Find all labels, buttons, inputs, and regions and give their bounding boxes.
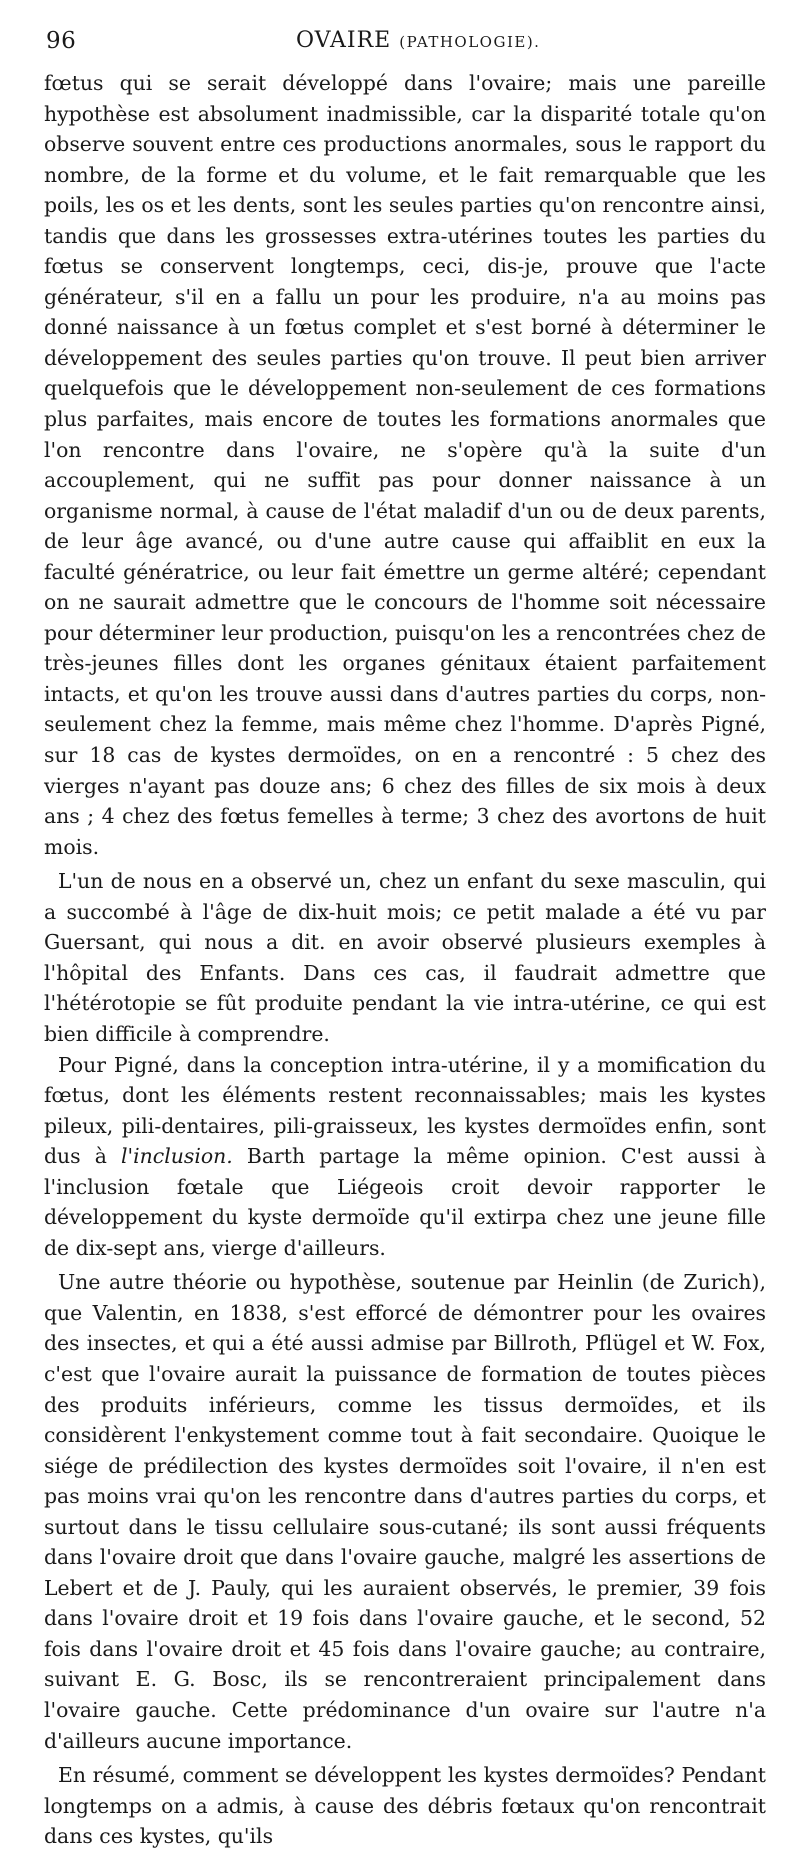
paragraph: En résumé, comment se développent les kystes dermoïdes? Pendant longtemps on a admis, à cause des débris fœtaux qu'on rencontrait dans ces kystes, qu'ils [44,1763,766,1849]
page-header [44,28,766,68]
paragraph: L'un de nous en a observé un, chez un enfant du sexe masculin, qui a succombé à l'âge de dix-huit mois; ce petit malade a été vu par Guersant, qui nous a dit. en avoir observé plusieurs exemples à l'hôpital des Enfants. Dans ces cas, il faudrait admettre que l'hétérotopie se fût produite pendant la vie intra-utérine, ce qui est bien difficile à comprendre. [44,869,766,1046]
paragraph-text: Pour Pigné, dans la conception intra-utérine, il y a momification du fœtus, dont les éléments restent reconnaissables; mais les kystes pileux, pili-dentaires, pili-graisseux, les kystes dermoïdes enfin, sont dus à [44,1052,766,1169]
running-head [296,28,540,53]
body-text [44,68,766,1852]
paragraph [44,1050,766,1264]
book-page [44,28,766,1852]
paragraph-continuation: fœtus qui se serait développé dans l'ovaire; mais une pareille hypothèse est absolument inadmissible, car la disparité totale qu'on observe souvent entre ces productions anormales, sous le rapport du nombre, de la forme et du volume, et le fait remarquable que les poils, les os et les dents, sont les seules parties qu'on rencontre ainsi, tandis que dans les grossesses extra-utérines toutes les parties du fœtus se conservent longtemps, ceci, dis-je, prouve que l'acte générateur, s'il en a fallu un pour les produire, n'a au moins pas donné naissance à un fœtus complet et s'est borné à déterminer le développement des seules parties qu'on trouve. Il peut bien arriver quelquefois que le développement non-seulement de ces formations plus parfaites, mais encore de toutes les formations anormales que l'on rencontre dans l'ovaire, ne s'opère qu'à la suite d'un accouplement, qui ne suffit pas pour donner naissance à un organisme normal, à cause de l'état maladif d'un ou de deux parents, de leur âge avancé, ou d'une autre cause qui affaiblit en eux la faculté génératrice, ou leur fait émettre un germe altéré; cependant on ne saurait admettre que le concours de l'homme soit nécessaire pour déterminer leur production, puisqu'on les a rencontrées chez de très-jeunes filles dont les organes génitaux étaient parfaitement intacts, et qu'on les trouve aussi dans d'autres parties du corps, non-seulement chez la femme, mais même chez l'homme. D'après Pigné, sur 18 cas de kystes dermoïdes, on en a rencontré : 5 chez des vierges n'ayant pas douze ans; 6 chez des filles de six mois à deux ans ; 4 chez des fœtus femelles à terme; 3 chez des avortons de huit mois. [44,71,766,859]
paragraph: Une autre théorie ou hypothèse, soutenue par Heinlin (de Zurich), que Valentin, en 1838, s'est efforcé de démontrer pour les ovaires des insectes, et qui a été aussi admise par Billroth, Pflügel et W. Fox, c'est que l'ovaire aurait la puissance de formation de toutes pièces des produits inférieurs, comme les tissus dermoïdes, et ils considèrent l'enkystement comme tout à fait secondaire. Quoique le siége de prédilection des kystes dermoïdes soit l'ovaire, il n'en est pas moins vrai qu'on les rencontre dans d'autres parties du corps, et surtout dans le tissu cellulaire sous-cutané; ils sont aussi fréquents dans l'ovaire droit que dans l'ovaire gauche, malgré les assertions de Lebert et de J. Pauly, qui les auraient observés, le premier, 39 fois dans l'ovaire droit et 19 fois dans l'ovaire gauche, et le second, 52 fois dans l'ovaire droit et 45 fois dans l'ovaire gauche; au contraire, suivant E. G. Bosc, ils se rencontreraient principalement dans l'ovaire gauche. Cette prédominance d'un ovaire sur l'autre n'a d'ailleurs aucune importance. [44,1270,766,1753]
emphasis-text: l'inclusion. [121,1144,233,1169]
running-title: OVAIRE [296,28,392,53]
running-subtitle: (PATHOLOGIE). [399,33,541,51]
paragraph-text: Barth partage la même opinion. C'est aussi à l'inclusion fœtale que Liégeois croit devoir rapporter le développement du kyste dermoïde qu'il extirpa chez une jeune fille de dix-sept ans, vierge d'ailleurs. [44,1144,766,1260]
page-number: 96 [46,28,77,54]
